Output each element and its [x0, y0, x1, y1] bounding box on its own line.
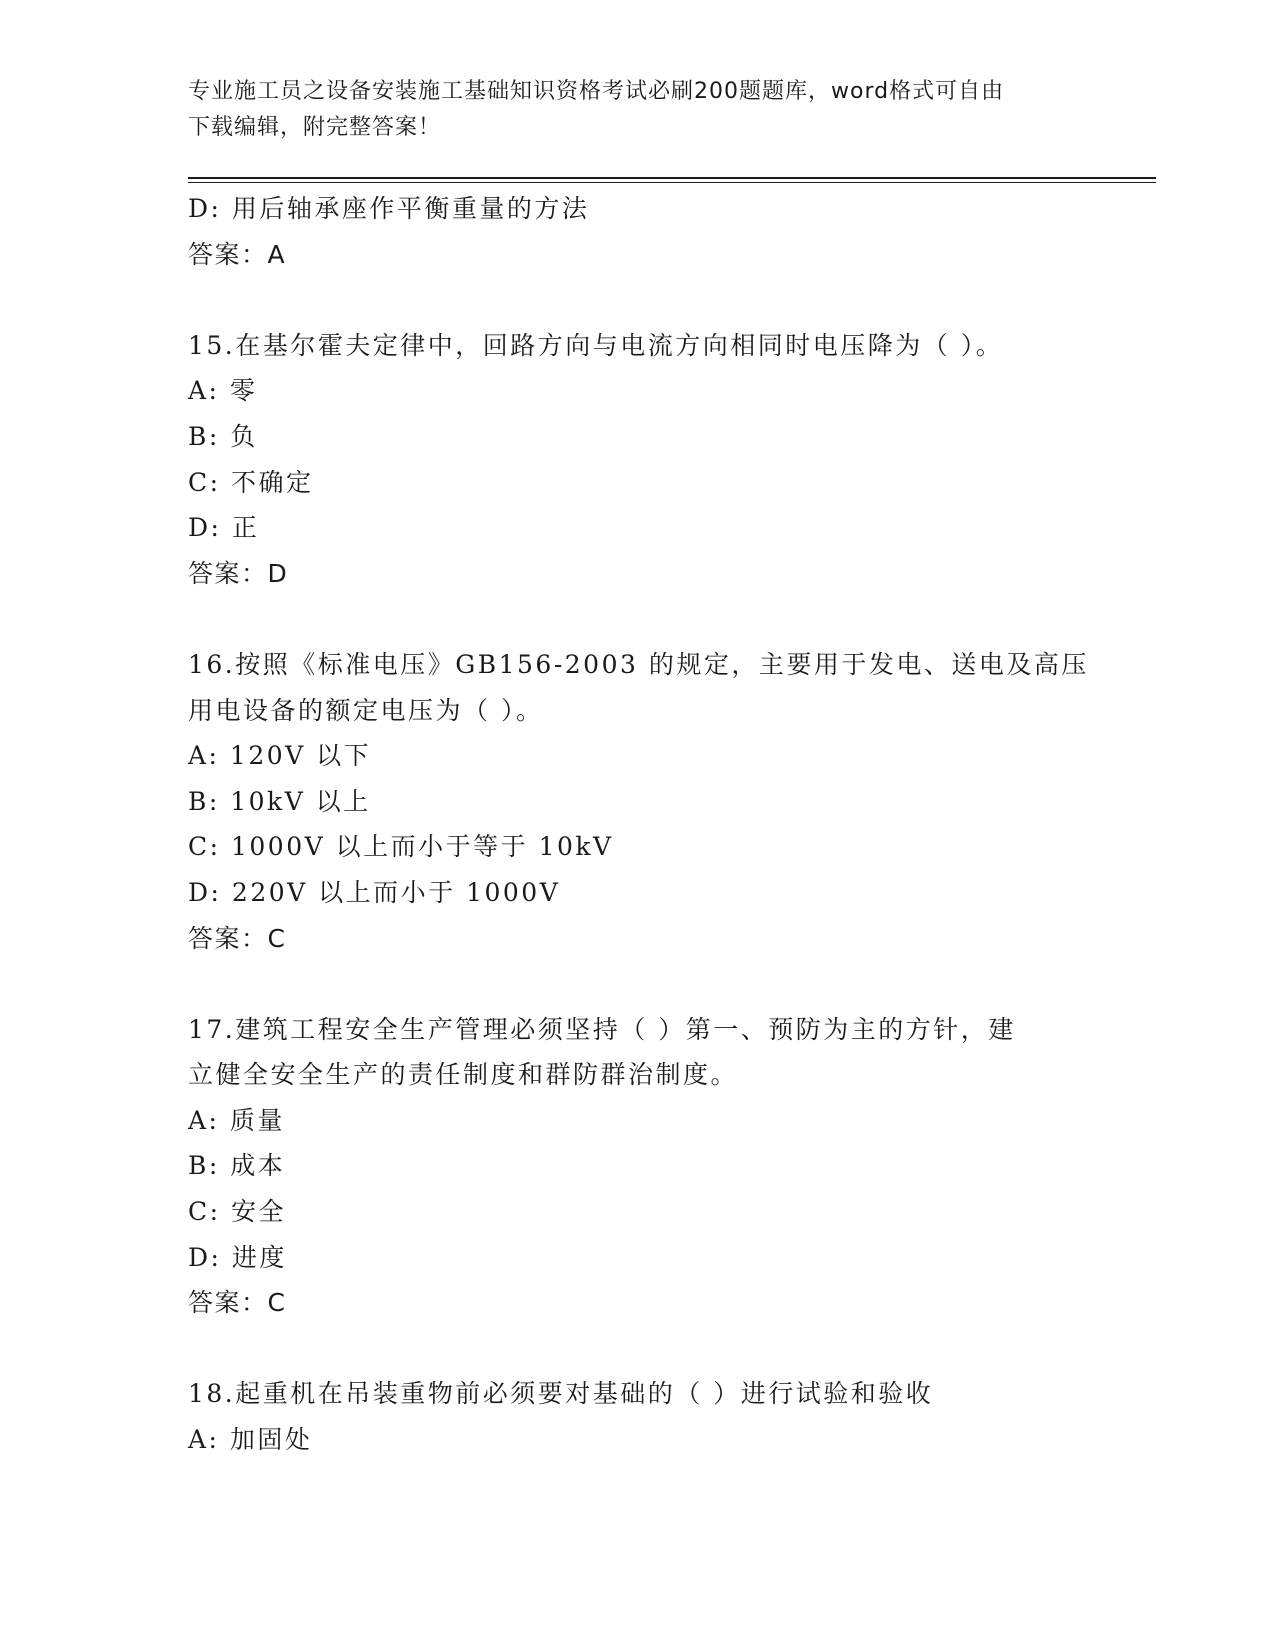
option-a: A: 加固处 [188, 1425, 313, 1455]
question-stem: 17.建筑工程安全生产管理必须坚持（ ）第一、预防为主的方针，建 [188, 1014, 1016, 1044]
option-c: C: 1000V 以上而小于等于 10kV [188, 832, 614, 862]
question-list [188, 186, 1088, 1463]
option-d: D: 进度 [188, 1242, 287, 1272]
answer-line: 答案：A [188, 239, 287, 269]
question-stem-continued: 用电设备的额定电压为（ ）。 [188, 695, 544, 725]
answer-line: 答案：C [188, 923, 287, 953]
spacer [188, 596, 1088, 642]
header-line-1: 专业施工员之设备安装施工基础知识资格考试必刷200题题库，word格式可自由 [188, 79, 1005, 104]
question-17 [188, 1007, 1088, 1326]
option-d: D: 用后轴承座作平衡重量的方法 [188, 194, 590, 223]
question-stem: 18.起重机在吊装重物前必须要对基础的（ ）进行试验和验收 [188, 1379, 934, 1409]
option-b: B: 负 [188, 421, 258, 451]
question-stem: 15.在基尔霍夫定律中，回路方向与电流方向相同时电压降为（ ）。 [188, 330, 1004, 360]
answer-line: 答案：D [188, 558, 289, 588]
question-18 [188, 1371, 1088, 1462]
header-line-2: 下载编辑，附完整答案！ [188, 115, 442, 140]
option-b: B: 成本 [188, 1151, 286, 1181]
option-b: B: 10kV 以上 [188, 786, 371, 816]
option-c: C: 不确定 [188, 467, 314, 497]
document-header [188, 74, 1068, 146]
header-divider-thick [188, 177, 1156, 179]
question-fragment [188, 186, 1088, 277]
question-16 [188, 642, 1088, 961]
option-c: C: 安全 [188, 1197, 286, 1227]
answer-line: 答案：C [188, 1288, 287, 1318]
header-divider-thin [188, 182, 1156, 183]
question-stem: 16.按照《标准电压》GB156-2003 的规定，主要用于发电、送电及高压 [188, 649, 1089, 679]
question-stem-continued: 立健全安全生产的责任制度和群防群治制度。 [188, 1060, 739, 1090]
option-a: A: 零 [188, 376, 258, 406]
option-d: D: 正 [188, 513, 260, 543]
spacer [188, 277, 1088, 323]
option-a: A: 质量 [188, 1105, 285, 1135]
spacer [188, 961, 1088, 1007]
question-15 [188, 323, 1088, 597]
option-a: A: 120V 以下 [188, 741, 372, 771]
spacer [188, 1326, 1088, 1372]
option-d: D: 220V 以上而小于 1000V [188, 877, 561, 907]
